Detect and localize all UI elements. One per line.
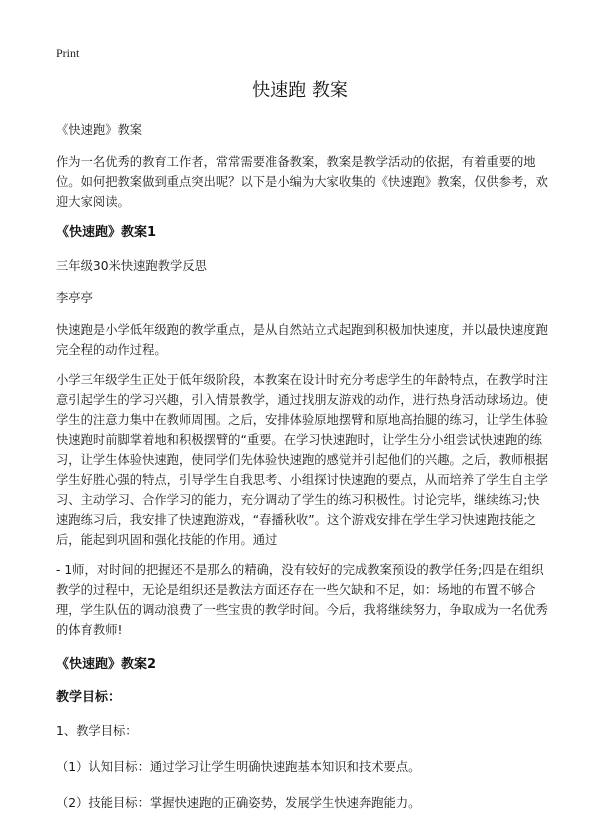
intro-paragraph: 作为一名优秀的教育工作者，常常需要准备教案，教案是教学活动的依据，有着重要的地位。如何把教案做到重点突出呢？以下是小编为大家收集的《快速跑》教案，仅供参考，欢迎大家阅读。 [56,155,548,209]
section2-subheading: 教学目标： [56,690,122,705]
page-title: 快速跑 教案 [252,80,348,101]
document-body [56,120,552,813]
objective-item-3: （2）技能目标：掌握快速跑的正确姿势，发展学生快速奔跑能力。 [56,796,421,810]
objective-item-1: 1、教学目标： [56,724,138,738]
section1-paragraph-3: - 1师，对时间的把握还不是那么的精确，没有较好的完成教案预设的教学任务;四是在组织教学的过程中，无论是组织还是教法方面还存在一些欠缺和不足，如：场地的布置不够合理，学生队伍的调动浪费了一些宝贵的教学时间。今后，我将继续努力，争取成为一名优秀的体育教师! [56,563,548,637]
section1-paragraph-2: 小学三年级学生正处于低年级阶段，本教案在设计时充分考虑学生的年龄特点，在教学时注意引起学生的学习兴趣，引入情景教学，通过找朋友游戏的动作，进行热身活动球场边。使学生的注意力集中在教师周围。之后，安排体验原地摆臂和原地高抬腿的练习，让学生体验快速跑时前脚掌着地和积极摆臂的“重要。在学习快速跑时，让学生分小组尝试快速跑的练习，让学生体验快速跑，使同学们先体验快速跑的感觉并引起他们的兴趣。之后，教师根据学生好胜心强的特点，引导学生自我思考、小组探讨快速跑的要点，从而培养了学生自主学习、主动学习、合作学习的能力，充分调动了学生的练习积极性。讨论完毕，继续练习;快速跑练习后，我安排了快速跑游戏，“春播秋收”。这个游戏安排在学生学习快速跑技能之后，能起到巩固和强化技能的作用。通过 [56,373,548,547]
section1-author: 李亭亭 [56,291,93,305]
document-subtitle: 《快速跑》教案 [56,123,143,137]
section1-paragraph-1: 快速跑是小学低年级跑的教学重点，是从自然站立式起跑到积极加快速度，并以最快速度跑完全程的动作过程。 [56,323,548,357]
print-link[interactable]: Print [56,46,80,60]
section1-topic: 三年级30米快速跑教学反思 [56,259,207,273]
objective-item-2: （1）认知目标：通过学习让学生明确快速跑基本知识和技术要点。 [56,760,421,774]
section1-heading: 《快速跑》教案1 [56,225,157,240]
section2-heading: 《快速跑》教案2 [56,657,157,672]
